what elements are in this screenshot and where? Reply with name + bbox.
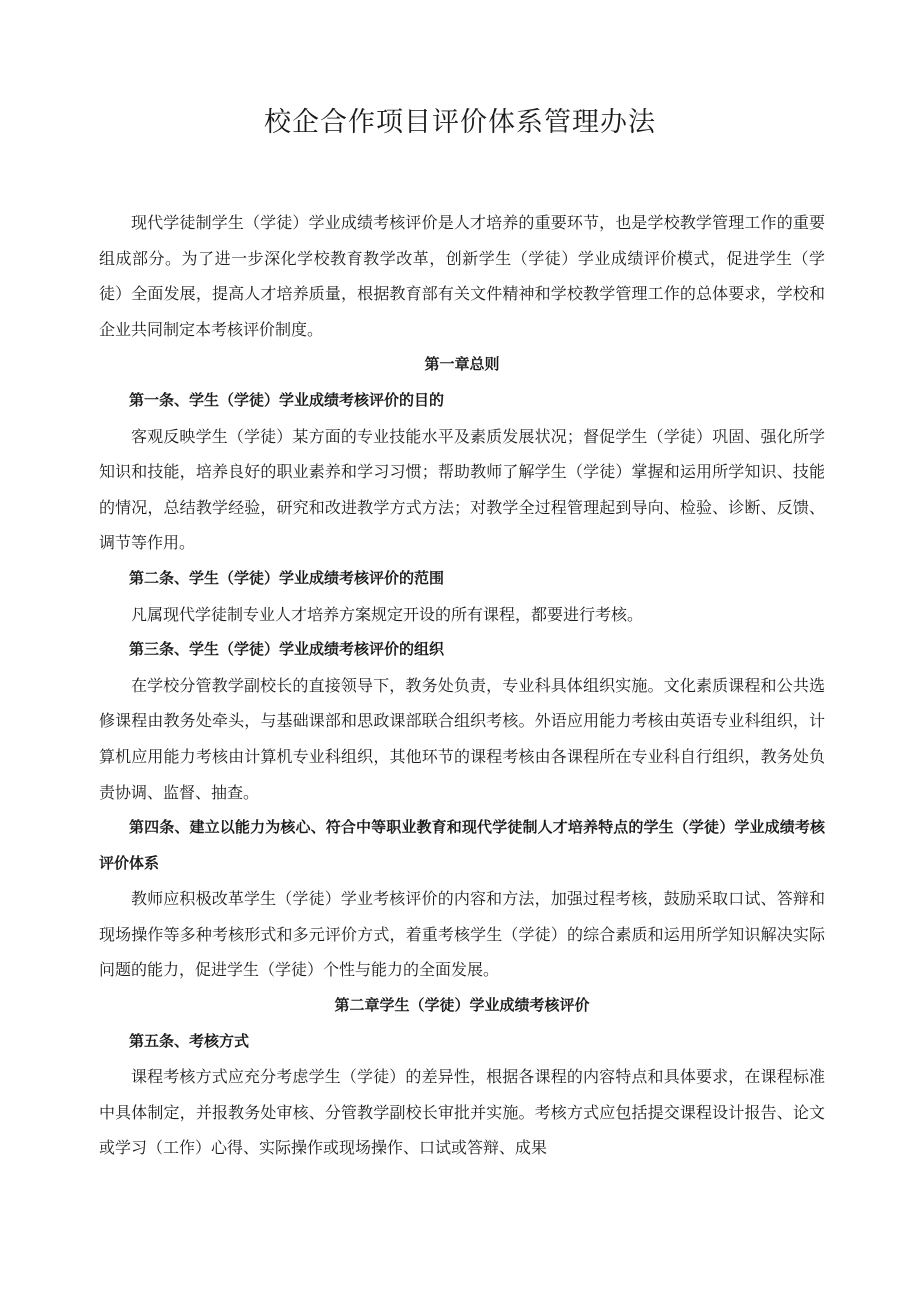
article-1-text: 客观反映学生（学徒）某方面的专业技能水平及素质发展状况；督促学生（学徒）巩固、强化所学知识和技能，培养良好的职业素养和学习习惯；帮助教师了解学生（学徒）掌握和运用所学知识、技能的情况，总结教学经验，研究和改进教学方式方法；对教学全过程管理起到导向、检验、诊断、反馈、调节等作用。 xyxy=(99,426,825,553)
article-3-heading: 第三条、学生（学徒）学业成绩考核评价的组织 xyxy=(129,640,445,659)
document-body xyxy=(99,205,825,1166)
chapter-2-heading: 第二章学生（学徒）学业成绩考核评价 xyxy=(334,996,590,1015)
article-1-heading: 第一条、学生（学徒）学业成绩考核评价的目的 xyxy=(129,390,445,409)
article-2-heading: 第二条、学生（学徒）学业成绩考核评价的范围 xyxy=(129,568,445,587)
article-5-heading: 第五条、考核方式 xyxy=(129,1031,250,1050)
document-title: 校企合作项目评价体系管理办法 xyxy=(264,107,656,138)
intro-paragraph: 现代学徒制学生（学徒）学业成绩考核评价是人才培养的重要环节，也是学校教学管理工作的重要组成部分。为了进一步深化学校教育教学改革，创新学生（学徒）学业成绩评价模式，促进学生（学徒）全面发展，提高人才培养质量，根据教育部有关文件精神和学校教学管理工作的总体要求，学校和企业共同制定本考核评价制度。 xyxy=(99,213,825,339)
article-4-text: 教师应积极改革学生（学徒）学业考核评价的内容和方法，加强过程考核，鼓励采取口试、答辩和现场操作等多种考核形式和多元评价方式，着重考核学生（学徒）的综合素质和运用所学知识解决实际问题的能力，促进学生（学徒）个性与能力的全面发展。 xyxy=(99,889,825,980)
article-4-heading: 第四条、建立以能力为核心、符合中等职业教育和现代学徒制人才培养特点的学生（学徒）学业成绩考核评价体系 xyxy=(99,818,825,872)
article-5-text: 课程考核方式应充分考虑学生（学徒）的差异性，根据各课程的内容特点和具体要求，在课程标准中具体制定，并报教务处审核、分管教学副校长审批并实施。考核方式应包括提交课程设计报告、论文或学习（工作）心得、实际操作或现场操作、口试或答辩、成果 xyxy=(99,1067,825,1158)
chapter-1-heading: 第一章总则 xyxy=(424,355,500,374)
article-2-text: 凡属现代学徒制专业人才培养方案规定开设的所有课程，都要进行考核。 xyxy=(131,604,644,624)
article-3-text: 在学校分管教学副校长的直接领导下，教务处负责，专业科具体组织实施。文化素质课程和公共选修课程由教务处牵头，与基础课部和思政课部联合组织考核。外语应用能力考核由英语专业科组织，计算机应用能力考核由计算机专业科组织，其他环节的课程考核由各课程所在专业科自行组织，教务处负责协调、监督、抽查。 xyxy=(99,675,825,802)
